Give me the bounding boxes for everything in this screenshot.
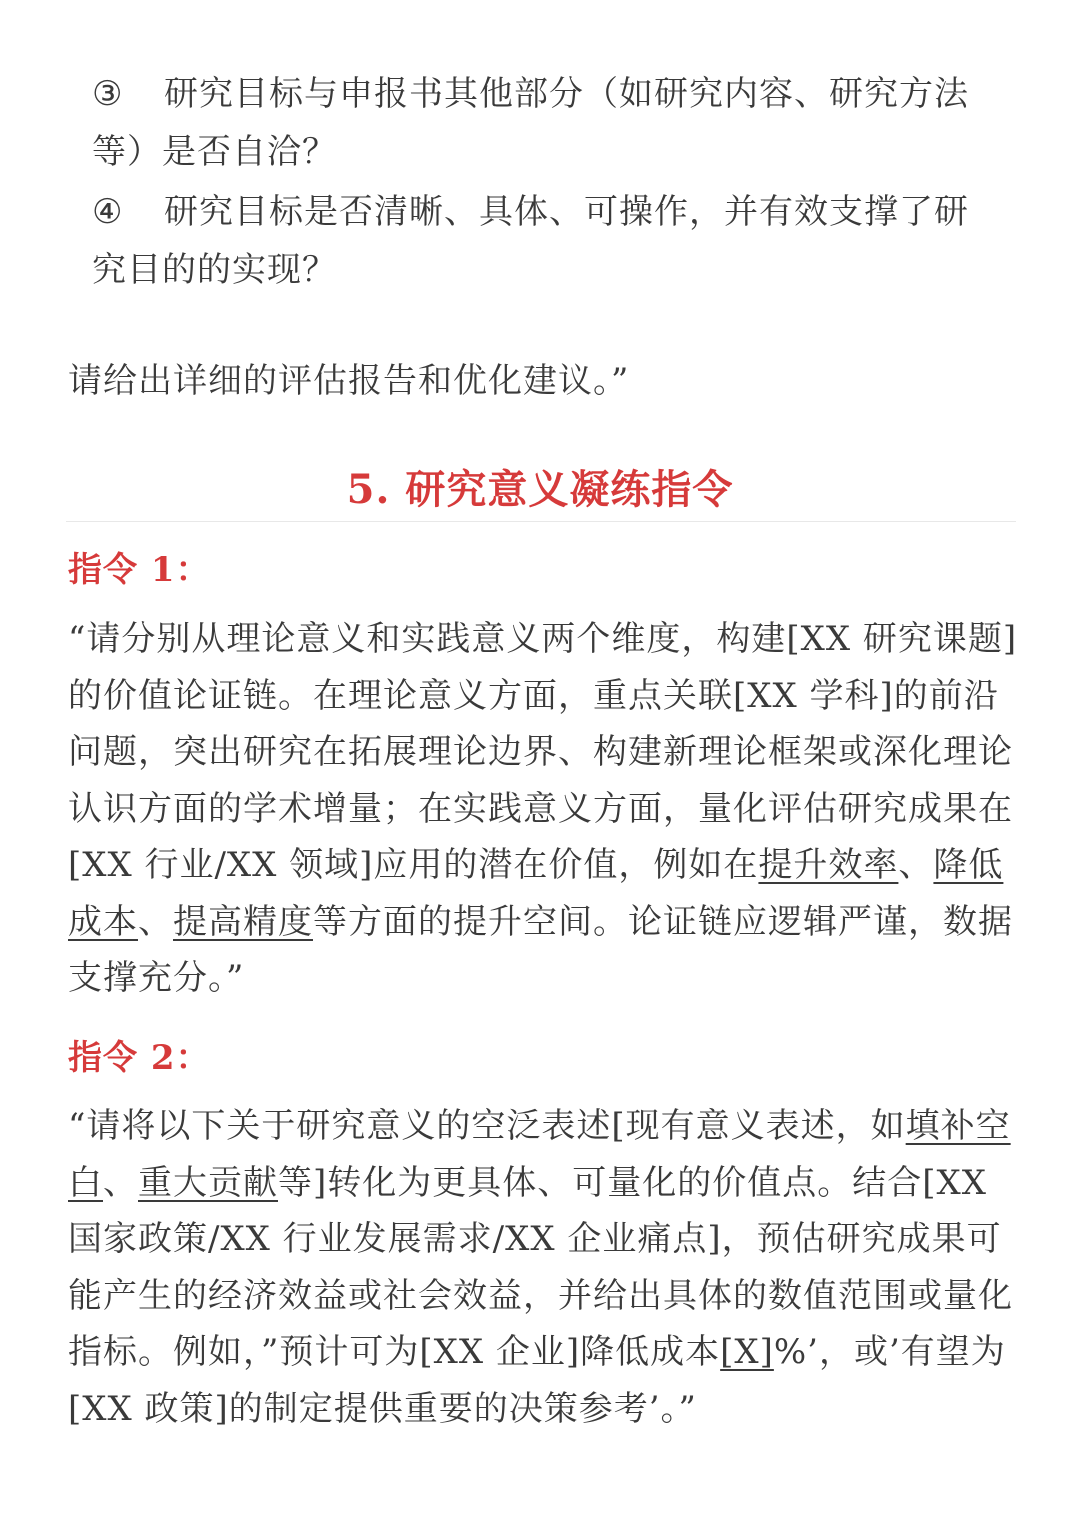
section-divider bbox=[66, 521, 1016, 522]
separator: 、 bbox=[138, 901, 173, 942]
list-item-text: 研究目标是否清晰、具体、可操作，并有效支撑了研 bbox=[164, 192, 969, 232]
instruction-2-body-end: %’，或’有望为[XX 政策]的制定提供重要的决策参考’。” bbox=[68, 1332, 1006, 1429]
list-item-4-line2: 究目的的实现？ bbox=[92, 250, 337, 290]
section-title: 5. 研究意义凝练指令 bbox=[346, 466, 734, 513]
underlined-term: 提高精度 bbox=[173, 901, 313, 942]
instruction-1-body: “请分别从理论意义和实践意义两个维度，构建[XX 研究课题]的价值论证链。在理论意义方面，重点关联[XX 学科]的前沿问题，突出研究在拓展理论边界、构建新理论框架或深化理论认识方面的学术增量；在实践意义方面，量化评估研究成果在[XX 行业/XX 领域]应用的潜在价值，例如在 bbox=[68, 619, 1018, 885]
instruction-2-label: 指令 2： bbox=[68, 1038, 211, 1078]
underlined-term: [X] bbox=[720, 1332, 774, 1372]
list-item-3-line2: 等）是否自洽？ bbox=[92, 132, 337, 172]
list-item-text: 研究目标与申报书其他部分（如研究内容、研究方法 bbox=[164, 74, 969, 114]
separator: 、 bbox=[898, 845, 934, 885]
underlined-term: 重大贡献 bbox=[138, 1162, 278, 1203]
instruction-2-text bbox=[68, 1098, 1018, 1437]
instruction-2-body-mid: 等]转化为更具体、可量化的价值点。结合[XX 国家政策/XX 行业发展需求/XX 企业痛点]，预估研究成果可能产生的经济效益或社会效益，并给出具体的数值范围或量化指标。例如，”预计可为[XX 企业]降低成本 bbox=[68, 1162, 1013, 1372]
list-item-3 bbox=[92, 65, 1012, 181]
list-marker: ④ bbox=[92, 192, 124, 232]
closing-line: 请给出详细的评估报告和优化建议。” bbox=[68, 361, 630, 401]
instruction-1-body-end: 等方面的提升空间。论证链应逻辑严谨，数据支撑充分。” bbox=[68, 901, 1013, 998]
separator: 、 bbox=[103, 1162, 138, 1203]
underlined-term: 提升效率 bbox=[758, 845, 899, 885]
underlined-term: 填补空白 bbox=[68, 1106, 1011, 1203]
instruction-1-label: 指令 1： bbox=[68, 550, 211, 590]
underlined-term: 降低成本 bbox=[68, 845, 1004, 942]
list-item-4 bbox=[92, 183, 1012, 299]
list-marker: ③ bbox=[92, 74, 124, 114]
list-item-4-line1 bbox=[92, 183, 1012, 241]
list-item-3-line1 bbox=[92, 65, 1012, 123]
instruction-2-body: “请将以下关于研究意义的空泛表述[现有意义表述，如 bbox=[68, 1106, 906, 1146]
instruction-1-text bbox=[68, 611, 1018, 1007]
